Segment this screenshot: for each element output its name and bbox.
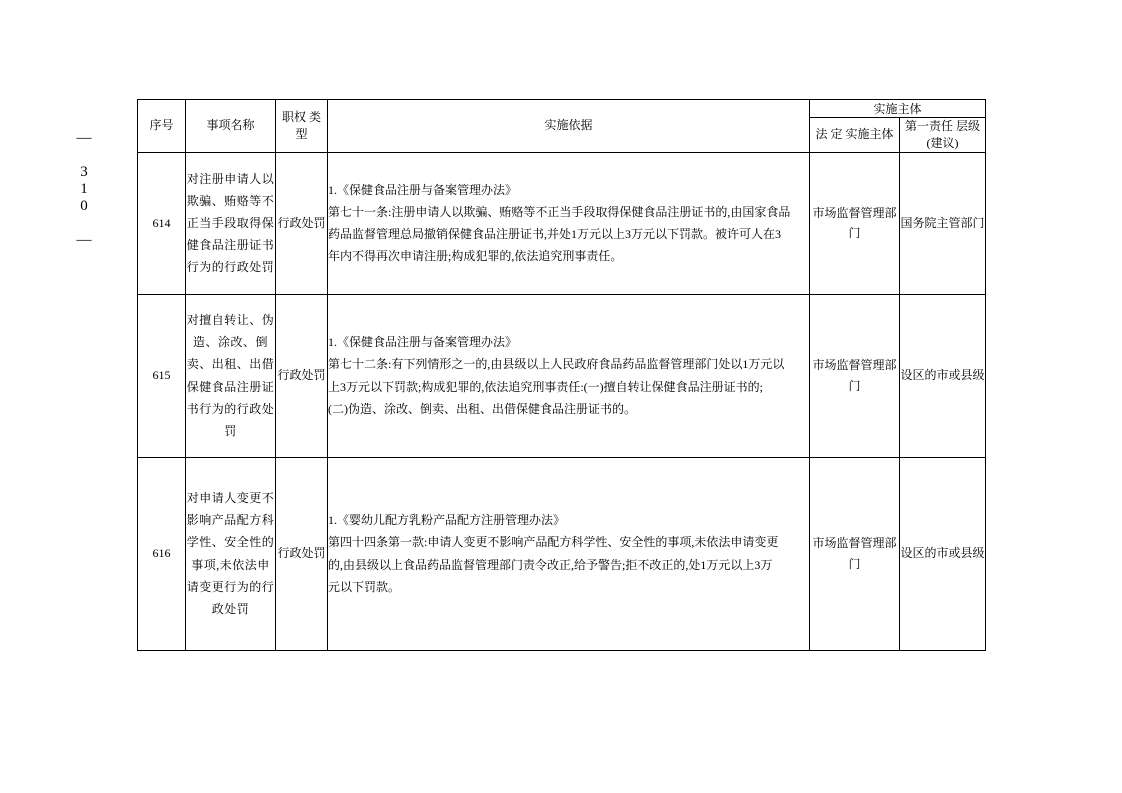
basis-line: 年内不得再次申请注册;构成犯罪的,依法追究刑事责任。 [328, 249, 623, 264]
row-seq: 614 [138, 152, 186, 294]
table-row [138, 294, 986, 457]
header-responsible-level [900, 118, 986, 153]
row-power-type: 行政处罚 [276, 152, 328, 294]
row-legal-subject: 市场监督管理部门 [810, 294, 900, 457]
basis-line: 元以下罚款。 [328, 579, 401, 594]
row-basis [328, 152, 810, 294]
header-responsible-level-line1: 第一责任 [904, 119, 953, 133]
row-item-name: 对擅自转让、伪造、涂改、倒卖、出租、出借保健食品注册证书行为的行政处罚 [186, 294, 276, 457]
row-basis [328, 294, 810, 457]
basis-line: (二)伪造、涂改、倒卖、出租、出借保健食品注册证书的。 [328, 401, 636, 416]
table-row [138, 457, 986, 650]
table-header-row-1 [138, 100, 986, 118]
basis-line: 1.《婴幼儿配方乳粉产品配方注册管理办法》 [328, 513, 566, 528]
header-basis: 实施依据 [328, 100, 810, 153]
row-legal-subject: 市场监督管理部门 [810, 457, 900, 650]
basis-line: 1.《保健食品注册与备案管理办法》 [328, 335, 518, 350]
header-legal-subject [810, 118, 900, 153]
row-responsible-level: 设区的市或县级 [900, 294, 986, 457]
header-power-type-line2: 类型 [295, 110, 322, 141]
row-legal-subject: 市场监督管理部门 [810, 152, 900, 294]
row-power-type: 行政处罚 [276, 294, 328, 457]
basis-line: 1.《保健食品注册与备案管理办法》 [328, 182, 518, 197]
header-subject-group: 实施主体 [810, 100, 986, 118]
basis-line: 第七十二条:有下列情形之一的,由县级以上人民政府食品药品监督管理部门处以1万元以 [328, 357, 785, 372]
header-legal-subject-line2: 实施主体 [845, 127, 894, 142]
header-seq: 序号 [138, 100, 186, 153]
row-power-type: 行政处罚 [276, 457, 328, 650]
row-seq: 616 [138, 457, 186, 650]
row-seq: 615 [138, 294, 186, 457]
page-number: — 310 — [76, 130, 92, 249]
basis-line: 第七十一条:注册申请人以欺骗、贿赂等不正当手段取得保健食品注册证书的,由国家食品 [328, 204, 791, 219]
table-row [138, 152, 986, 294]
header-legal-subject-line1: 法 定 [815, 127, 843, 142]
header-item-name: 事项名称 [186, 100, 276, 153]
row-item-name: 对申请人变更不影响产品配方科学性、安全性的事项,未依法申请变更行为的行政处罚 [186, 457, 276, 650]
basis-line: 的,由县级以上食品药品监督管理部门责令改正,给予警告;拒不改正的,处1万元以上3万 [328, 557, 773, 572]
power-list-table [137, 99, 986, 651]
basis-line: 上3万元以下罚款;构成犯罪的,依法追究刑事责任:(一)擅自转让保健食品注册证书的; [328, 379, 763, 394]
row-responsible-level: 国务院主管部门 [900, 152, 986, 294]
header-power-type [276, 100, 328, 153]
row-basis [328, 457, 810, 650]
row-responsible-level: 设区的市或县级 [900, 457, 986, 650]
header-power-type-line1: 职权 [281, 110, 306, 124]
basis-line: 药品监督管理总局撤销保健食品注册证书,并处1万元以上3万元以下罚款。被许可人在3 [328, 227, 782, 242]
header-responsible-level-line2: 层级(建议) [926, 119, 981, 150]
basis-line: 第四十四条第一款:申请人变更不影响产品配方科学性、安全性的事项,未依法申请变更 [328, 535, 779, 550]
row-item-name: 对注册申请人以欺骗、贿赂等不正当手段取得保健食品注册证书行为的行政处罚 [186, 152, 276, 294]
